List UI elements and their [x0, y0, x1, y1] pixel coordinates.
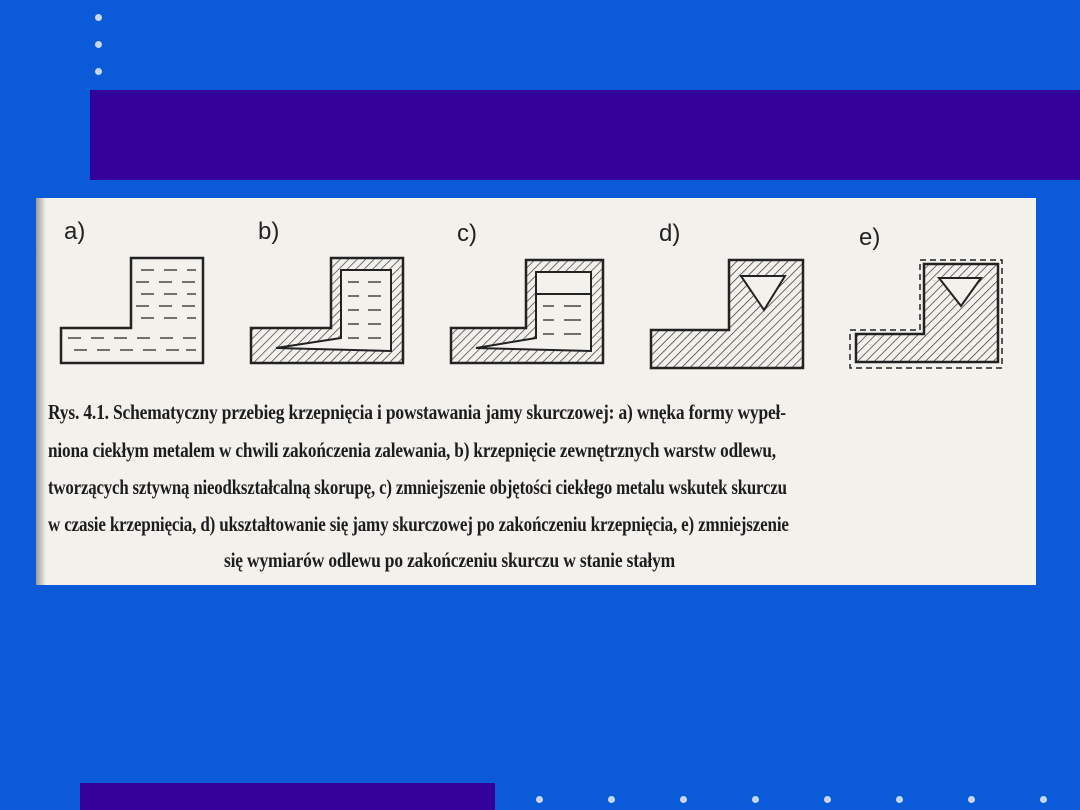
bullet-dot [752, 796, 759, 803]
bullet-dot [824, 796, 831, 803]
bullet-dot [536, 796, 543, 803]
caption-line: się wymiarów odlewu po zakończeniu skurczu w stanie stałym [224, 548, 675, 572]
label-a: a) [64, 218, 86, 245]
label-c: c) [457, 220, 477, 247]
diagram-b [251, 258, 403, 363]
bullet-dot [95, 41, 102, 48]
label-d: d) [659, 220, 681, 247]
caption-line: w czasie krzepnięcia, d) ukształtowanie się jamy skurczowej po zakończeniu krzepnięcia, e) zmniejszenie [48, 512, 789, 536]
bullet-dot [95, 14, 102, 21]
diagram-e [850, 260, 1002, 368]
bullet-dot [608, 796, 615, 803]
bullet-dot [95, 68, 102, 75]
diagram-d [651, 260, 803, 368]
caption-line: tworzących sztywną nieodkształcalną skorupę, c) zmniejszenie objętości ciekłego metalu wskutek skurczu [48, 475, 787, 499]
label-b: b) [258, 218, 280, 245]
bullet-dot [968, 796, 975, 803]
diagram-c [451, 260, 603, 363]
solidification-diagram [36, 198, 1036, 398]
title-bar [90, 90, 1080, 180]
bullet-dot [896, 796, 903, 803]
figure-panel [36, 198, 1036, 585]
footer-bar [80, 783, 495, 810]
caption-line: niona ciekłym metalem w chwili zakończenia zalewania, b) krzepnięcie zewnętrznych warstw odlewu, [48, 438, 776, 462]
caption-line: Rys. 4.1. Schematyczny przebieg krzepnięcia i powstawania jamy skurczowej: a) wnęka formy wypeł- [48, 400, 786, 424]
bullet-dot [1040, 796, 1047, 803]
label-e: e) [859, 224, 881, 251]
bullet-dot [680, 796, 687, 803]
diagram-a [61, 258, 203, 363]
